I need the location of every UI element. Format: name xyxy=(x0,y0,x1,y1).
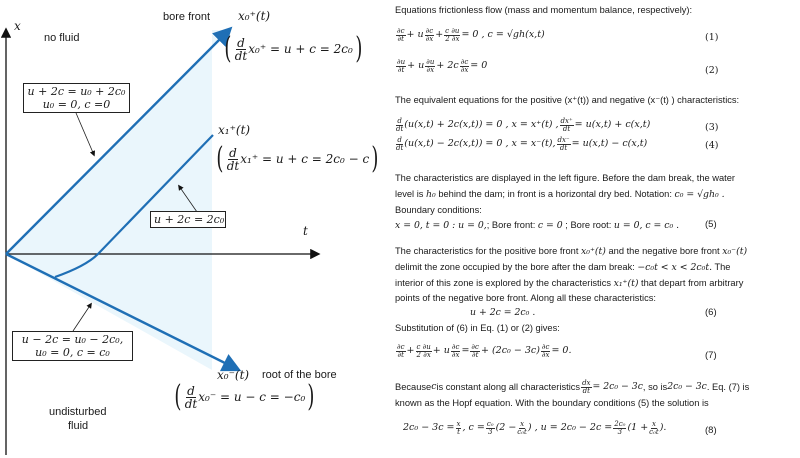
equations-text-panel xyxy=(395,0,800,458)
intro-text: Equations frictionless flow (mass and momentum balance, respectively): xyxy=(395,5,693,15)
x0-minus-rate-equation: ( $\frac{d}{dt}$ x₀⁻ = u − c = −c₀ ) xyxy=(174,379,315,414)
equation-1-number: (1) xyxy=(705,32,719,43)
paragraph-3-line-1: Because c is constant along all characteristics $\frac{dx}{dt}$ = 2c₀ − 3c , so is 2c₀ − 3c . Eq. (7) is xyxy=(395,379,750,395)
paragraph-2-line-4: points of the negative bore front. Along all these characteristics: xyxy=(395,293,656,303)
equation-3: d dt (u(x,t) + 2c(x,t)) = 0 , x = x⁺(t) , $\frac{dx^+}{dt}$ = u(x,t) + c(x,t) xyxy=(396,117,651,133)
paragraph-1-line-1: The characteristics are displayed in the left figure. Before the dam break, the water xyxy=(395,173,736,183)
boundary-conditions-heading: Boundary conditions: xyxy=(395,205,482,215)
paragraph-1-line-2: level is h₀ behind the dam; in front is a horizontal dry bed. Notation: c₀ = √gh₀ . xyxy=(395,189,725,200)
x0-minus-label: x₀⁻(t) xyxy=(217,368,250,382)
equation-6-number: (6) xyxy=(705,307,717,318)
left-paren: ( xyxy=(224,31,232,66)
bore-front-label: bore front xyxy=(163,11,211,23)
characteristics-intro-text: The equivalent equations for the positive (x⁺(t)) and negative (x⁻(t) ) characteristics: xyxy=(395,95,740,105)
x0-plus-rate-equation: ( $\frac{d}{dt}$ x₀⁺ = u + c = 2c₀ ) xyxy=(224,31,363,66)
equation-2-number: (2) xyxy=(705,65,719,76)
equation-8-number: (8) xyxy=(705,425,717,436)
paragraph-2-line-2: delimit the zone occupied by the bore after the dam break: −c₀t < x < 2c₀t. The xyxy=(395,262,731,273)
upper-characteristic-box: u + 2c = u₀ + 2c₀ u₀ = 0, c =0 xyxy=(23,83,130,113)
no-fluid-label: no fluid xyxy=(44,32,80,44)
t-axis-label: t xyxy=(303,224,308,238)
root-of-bore-label: root of the bore xyxy=(262,369,337,381)
equation-8: 2c₀ − 3c = $\frac{x}{t}$ , c = $\frac{\text{c₀}}{3}$ (2 − $\frac{x}{\text{c₀t}}$ ) , u = 2c₀ − 2c = $\frac{\text{2c₀}}{3}$ (1 + $\frac{x}{\text{c₀t}}$ ). xyxy=(403,420,667,436)
paragraph-2-line-3: interior of this zone is explored by the characteristics x₁⁺(t) that depart from arbitrary xyxy=(395,278,744,289)
equation-6: u + 2c = 2c₀ . xyxy=(470,307,536,318)
x1-plus-label: x₁⁺(t) xyxy=(218,123,251,137)
equation-2: ∂u ∂t + u ∂u ∂x + 2c $\frac{\partial c}{\partial x}$ = 0 xyxy=(397,58,488,74)
x-axis-label: x xyxy=(14,19,21,33)
substitution-text: Substitution of (6) in Eq. (1) or (2) gives: xyxy=(395,323,560,333)
equation-7-number: (7) xyxy=(705,350,717,361)
equation-4-number: (4) xyxy=(705,140,719,151)
equation-5-number: (5) xyxy=(705,219,717,230)
undisturbed-fluid-label-1: undisturbed xyxy=(49,406,107,418)
equation-3-number: (3) xyxy=(705,122,719,133)
equation-1: ∂c ∂t + u ∂c ∂x + $\frac{c \partial u}{2 \partial x}$ = 0 , c = √gh(x,t) xyxy=(397,27,545,43)
middle-characteristic-box: u + 2c = 2c₀ xyxy=(150,211,226,228)
lower-characteristic-box: u − 2c = u₀ − 2c₀, u₀ = 0, c = c₀ xyxy=(12,331,133,361)
paragraph-3-line-2: known as the Hopf equation. With the boundary conditions (5) the solution is xyxy=(395,398,709,408)
x1-plus-rate-equation: ( $\frac{d}{dt}$ x₁⁺ = u + c = 2c₀ − c ) xyxy=(216,141,379,176)
equation-7: ∂c ∂t + $\frac{c \partial u}{2 \partial x}$ + u $\frac{\partial c}{\partial x}$ = $\frac{\partial c}{\partial t}$ + (2c₀ − 3c) $\frac{\partial c}{\partial x}$ = 0. xyxy=(397,343,572,359)
paragraph-2-line-1: The characteristics for the positive bore front x₀⁺(t) and the negative bore front x₀⁻(t) xyxy=(395,246,748,257)
equation-4: d dt (u(x,t) − 2c(x,t)) = 0 , x = x⁻(t), $\frac{dx^-}{dt}$ = u(x,t) − c(x,t) xyxy=(396,136,648,152)
boundary-conditions-line: x = 0, t = 0 : u = 0,; Bore front: c = 0 ; Bore root: u = 0, c = c₀ . xyxy=(395,220,680,231)
undisturbed-fluid-label-2: fluid xyxy=(68,420,89,432)
right-paren: ) xyxy=(355,31,363,66)
x0-plus-label: x₀⁺(t) xyxy=(238,9,271,23)
